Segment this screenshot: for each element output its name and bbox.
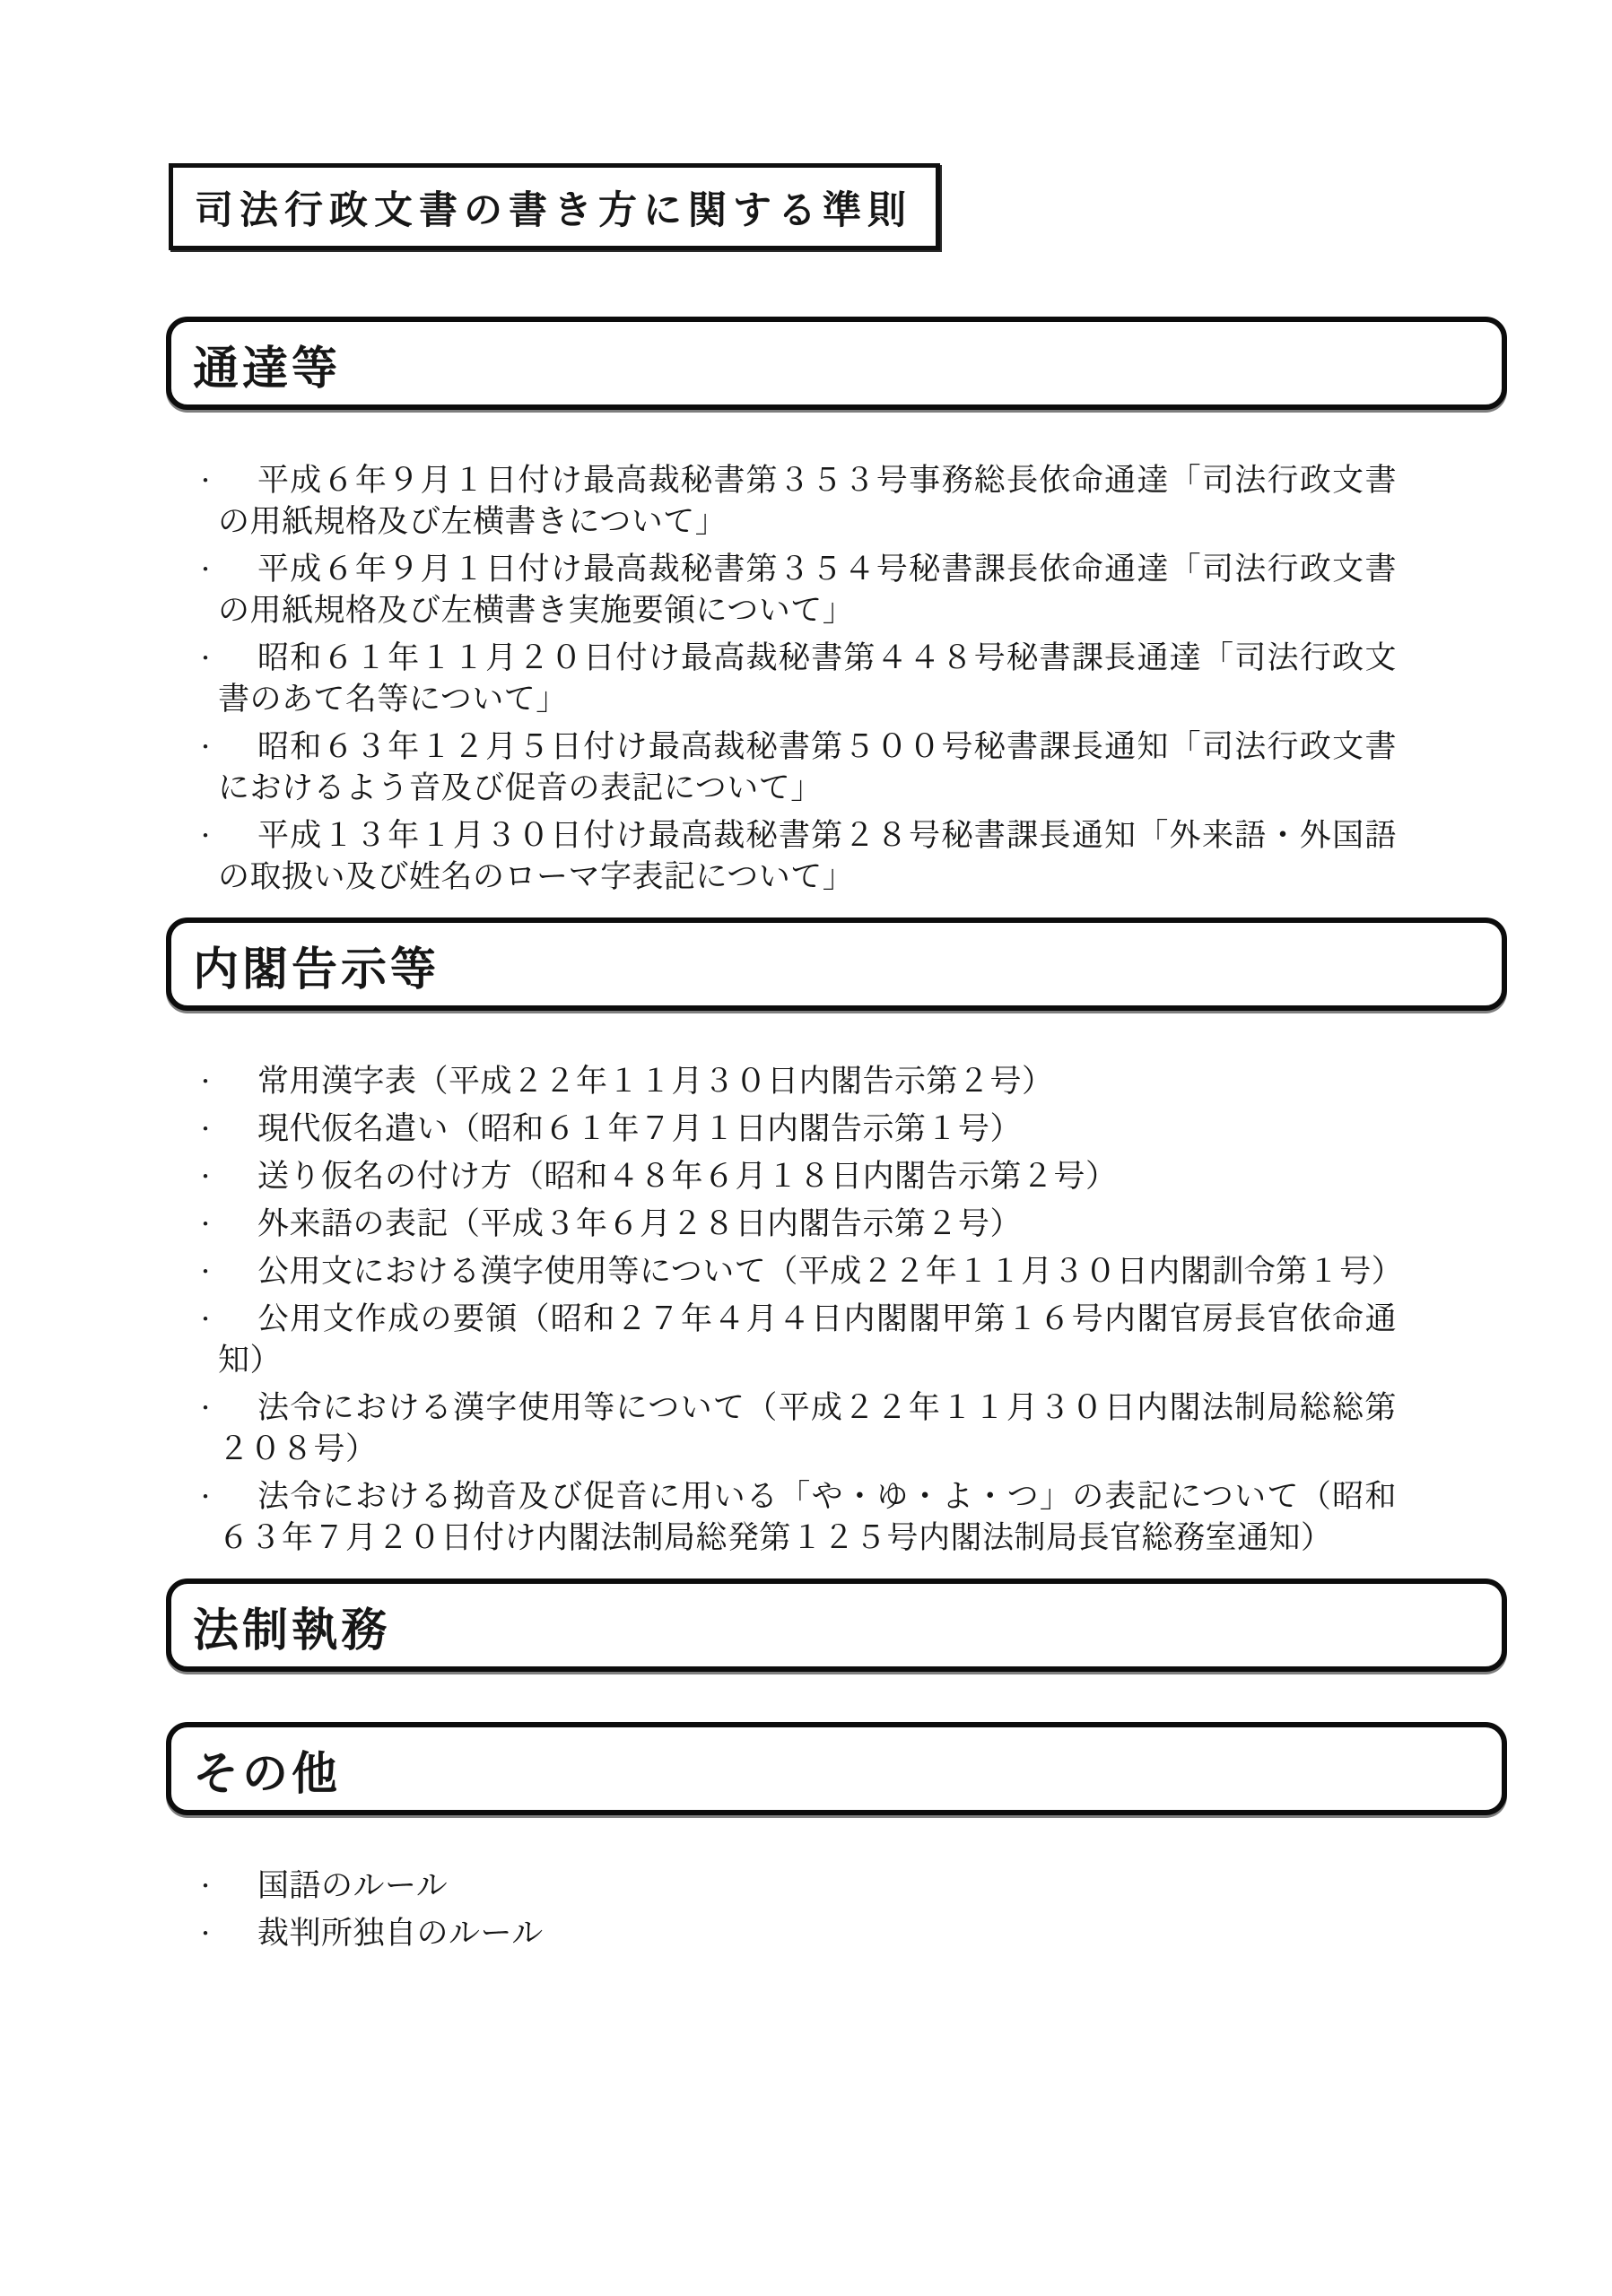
- list-item-text: 昭和６３年１２月５日付け最高裁秘書第５００号秘書課長通知「司法行政文書におけるよう音及び促音の表記について」: [218, 729, 1397, 805]
- list-item-text: 外来語の表記（平成３年６月２８日内閣告示第２号）: [257, 1206, 1023, 1241]
- bullet-list: [166, 1061, 1404, 1559]
- list-item-text: 平成１３年１月３０日付け最高裁秘書第２８号秘書課長通知「外来語・外国語の取扱い及び姓名のローマ字表記について」: [218, 818, 1397, 894]
- bullet-list: [166, 460, 1397, 898]
- list-item-text: 送り仮名の付け方（昭和４８年６月１８日内閣告示第２号）: [257, 1159, 1118, 1194]
- bullet-dot-icon: ・: [195, 1875, 217, 1899]
- bullet-dot-icon: ・: [195, 825, 217, 848]
- list-item-text: 法令における漢字使用等について（平成２２年１１月３０日内閣法制局総総第２０８号）: [218, 1390, 1397, 1466]
- list-item-text: 裁判所独自のルール: [257, 1916, 544, 1951]
- list-item: [166, 1251, 1404, 1292]
- list-item: [166, 1299, 1397, 1381]
- bullet-list: [166, 1866, 1397, 1954]
- list-item: [166, 726, 1397, 809]
- list-item: [166, 1109, 1397, 1150]
- section-heading: 法制執務: [193, 1605, 391, 1656]
- document-title-box: [169, 163, 940, 250]
- list-item: [166, 1156, 1397, 1197]
- section-heading: その他: [193, 1748, 342, 1799]
- bullet-dot-icon: ・: [195, 1261, 217, 1284]
- bullet-dot-icon: ・: [195, 1923, 217, 1946]
- list-item-text: 国語のルール: [257, 1868, 449, 1903]
- bullet-dot-icon: ・: [195, 1071, 217, 1094]
- section: [166, 1578, 1612, 1672]
- list-item: [166, 1061, 1397, 1102]
- list-item: [166, 1204, 1397, 1245]
- list-item: [166, 638, 1397, 720]
- section-heading-box: [166, 317, 1507, 410]
- bullet-dot-icon: ・: [195, 1397, 217, 1421]
- bullet-dot-icon: ・: [195, 470, 217, 493]
- section-heading-box: [166, 1578, 1507, 1672]
- document-title: 司法行政文書の書き方に関する準則: [195, 189, 912, 232]
- list-item-text: 公用文における漢字使用等について（平成２２年１１月３０日内閣訓令第１号）: [257, 1254, 1404, 1289]
- list-item-text: 公用文作成の要領（昭和２７年４月４日内閣閣甲第１６号内閣官房長官依命通知）: [218, 1301, 1397, 1378]
- list-item: [166, 1866, 1397, 1907]
- bullet-dot-icon: ・: [195, 1486, 217, 1509]
- list-item: [166, 1476, 1397, 1559]
- bullet-dot-icon: ・: [195, 648, 217, 671]
- list-item-text: 平成６年９月１日付け最高裁秘書第３５４号秘書課長依命通達「司法行政文書の用紙規格及び左横書き実施要領について」: [218, 552, 1397, 628]
- list-item: [166, 1913, 1397, 1954]
- bullet-dot-icon: ・: [195, 1309, 217, 1332]
- list-item: [166, 460, 1397, 543]
- list-item: [166, 549, 1397, 631]
- bullet-dot-icon: ・: [195, 559, 217, 582]
- bullet-dot-icon: ・: [195, 736, 217, 760]
- bullet-dot-icon: ・: [195, 1166, 217, 1189]
- list-item: [166, 1387, 1397, 1470]
- bullet-dot-icon: ・: [195, 1213, 217, 1237]
- list-item-text: 昭和６１年１１月２０日付け最高裁秘書第４４８号秘書課長通達「司法行政文書のあて名等について」: [218, 640, 1397, 717]
- section-heading: 内閣告示等: [193, 944, 440, 995]
- list-item: [166, 815, 1397, 898]
- section: [166, 317, 1612, 898]
- section-heading-box: [166, 918, 1507, 1011]
- list-item-text: 法令における拗音及び促音に用いる「や・ゆ・よ・つ」の表記について（昭和６３年７月２０日付け内閣法制局総発第１２５号内閣法制局長官総務室通知）: [218, 1479, 1397, 1555]
- list-item-text: 平成６年９月１日付け最高裁秘書第３５３号事務総長依命通達「司法行政文書の用紙規格及び左横書きについて」: [218, 463, 1397, 539]
- sections-container: [166, 317, 1612, 1954]
- section-heading-box: [166, 1722, 1507, 1815]
- list-item-text: 常用漢字表（平成２２年１１月３０日内閣告示第２号）: [257, 1064, 1054, 1099]
- section: [166, 1722, 1612, 1954]
- list-item-text: 現代仮名遣い（昭和６１年７月１日内閣告示第１号）: [257, 1111, 1023, 1146]
- bullet-dot-icon: ・: [195, 1118, 217, 1142]
- section-heading: 通達等: [193, 343, 342, 394]
- section: [166, 918, 1612, 1559]
